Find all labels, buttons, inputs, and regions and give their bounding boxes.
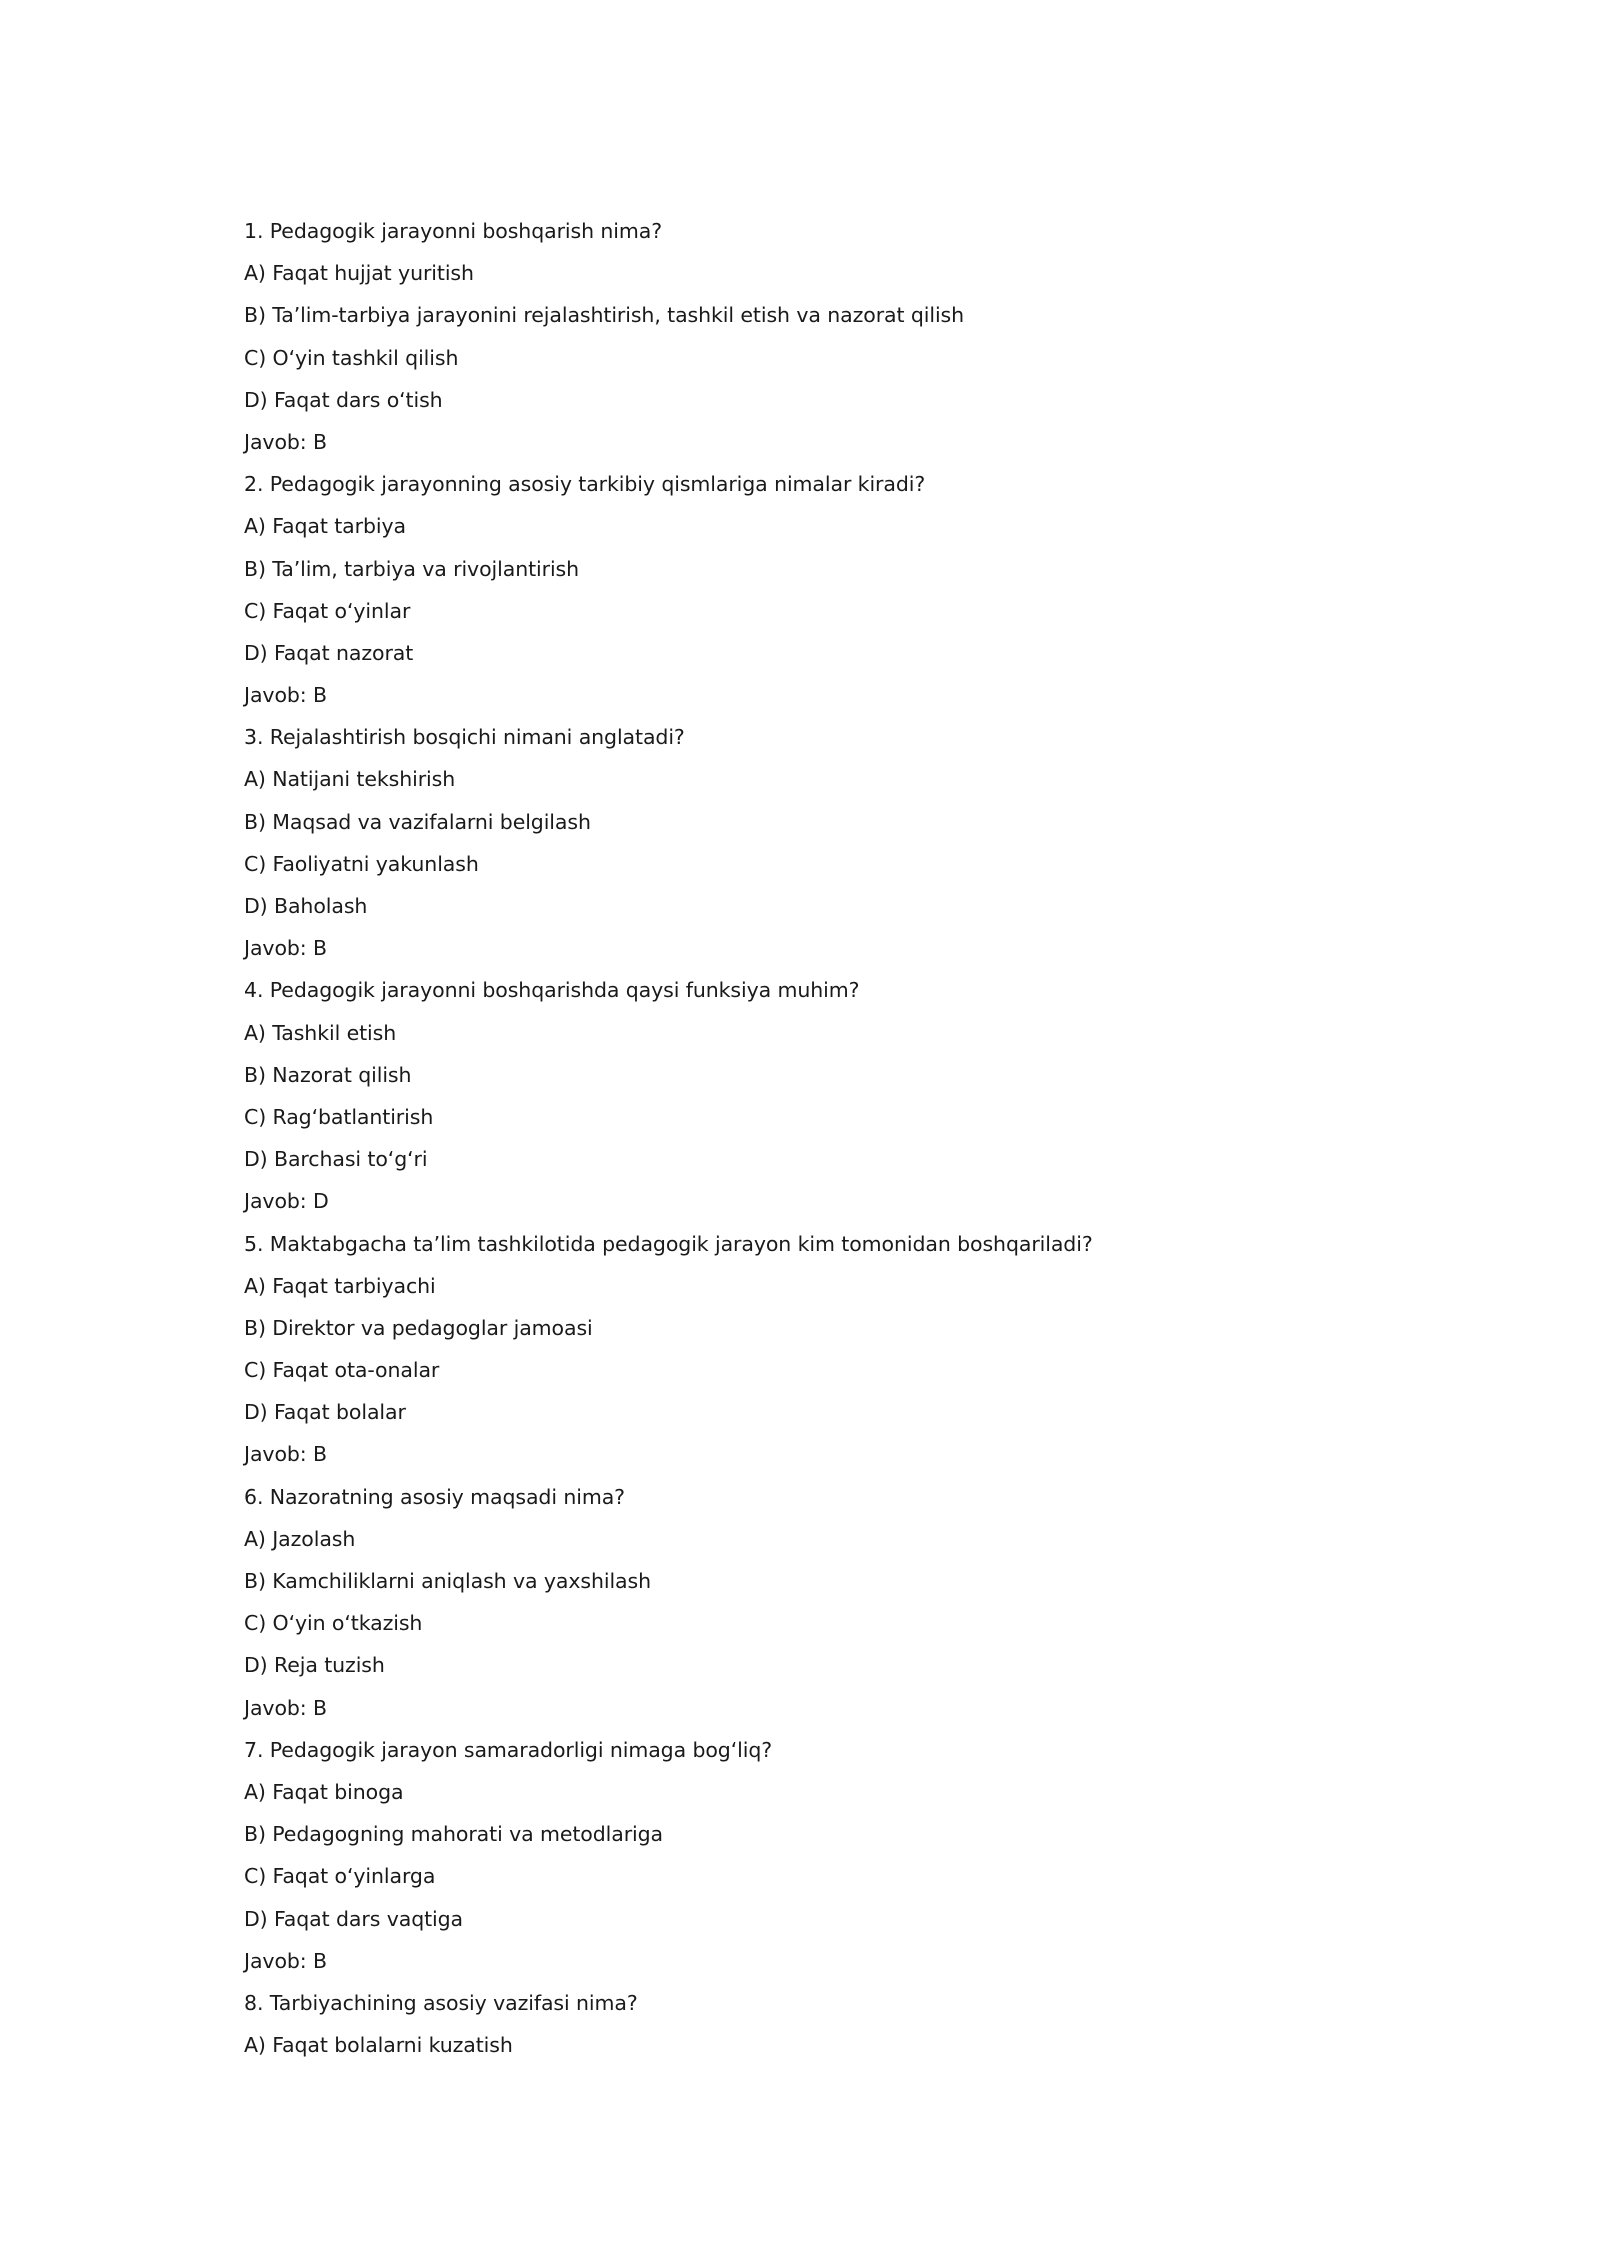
correct-answer: Javob: B	[244, 1948, 327, 1973]
question-text: 4. Pedagogik jarayonni boshqarishda qaysi funksiya muhim?	[244, 978, 860, 1003]
answer-option: D) Baholash	[244, 894, 368, 918]
answer-option: B) Maqsad va vazifalarni belgilash	[244, 809, 591, 834]
document-page	[244, 213, 1354, 2069]
answer-option: B) Pedagogning mahorati va metodlariga	[244, 1822, 664, 1847]
answer-option: A) Faqat tarbiyachi	[244, 1273, 436, 1298]
answer-option: A) Faqat hujjat yuritish	[244, 261, 474, 286]
answer-option: B) Ta’lim-tarbiya jarayonini rejalashtirish, tashkil etish va nazorat qilish	[244, 303, 965, 328]
answer-option: B) Nazorat qilish	[244, 1062, 412, 1087]
answer-option: D) Faqat bolalar	[244, 1400, 406, 1425]
correct-answer: Javob: B	[244, 429, 327, 454]
correct-answer: Javob: B	[244, 1442, 327, 1467]
answer-option: C) Faqat o‘yinlar	[244, 598, 411, 623]
question-text: 1. Pedagogik jarayonni boshqarish nima?	[244, 219, 662, 243]
answer-option: A) Natijani tekshirish	[244, 767, 456, 792]
answer-option: A) Tashkil etish	[244, 1020, 397, 1045]
answer-option: B) Kamchiliklarni aniqlash va yaxshilash	[244, 1569, 651, 1593]
correct-answer: Javob: B	[244, 683, 327, 708]
answer-option: C) O‘yin tashkil qilish	[244, 345, 459, 370]
answer-option: D) Reja tuzish	[244, 1653, 385, 1678]
answer-option: C) Faqat ota-onalar	[244, 1358, 440, 1383]
answer-option: A) Faqat bolalarni kuzatish	[244, 2033, 513, 2058]
answer-option: C) Faoliyatni yakunlash	[244, 851, 479, 876]
answer-option: B) Ta’lim, tarbiya va rivojlantirish	[244, 556, 580, 581]
answer-option: D) Faqat nazorat	[244, 640, 414, 665]
question-text: 6. Nazoratning asosiy maqsadi nima?	[244, 1484, 625, 1509]
question-text: 5. Maktabgacha ta’lim tashkilotida pedagogik jarayon kim tomonidan boshqariladi?	[244, 1231, 1093, 1256]
correct-answer: Javob: D	[244, 1189, 329, 1214]
answer-option: D) Faqat dars o‘tish	[244, 387, 443, 412]
correct-answer: Javob: B	[244, 1695, 327, 1720]
answer-option: C) Faqat o‘yinlarga	[244, 1864, 436, 1889]
answer-option: C) O‘yin o‘tkazish	[244, 1611, 423, 1636]
correct-answer: Javob: B	[244, 936, 327, 961]
answer-option: D) Faqat dars vaqtiga	[244, 1906, 464, 1931]
answer-option: A) Jazolash	[244, 1526, 356, 1551]
answer-option: C) Rag‘batlantirish	[244, 1104, 434, 1129]
answer-option: A) Faqat tarbiya	[244, 514, 406, 539]
question-text: 8. Tarbiyachining asosiy vazifasi nima?	[244, 1990, 638, 2015]
question-text: 7. Pedagogik jarayon samaradorligi nimaga bog‘liq?	[244, 1737, 773, 1762]
answer-option: B) Direktor va pedagoglar jamoasi	[244, 1315, 593, 1340]
question-text: 3. Rejalashtirish bosqichi nimani anglatadi?	[244, 725, 685, 750]
answer-option: A) Faqat binoga	[244, 1779, 404, 1804]
answer-option: D) Barchasi to‘g‘ri	[244, 1147, 428, 1172]
question-text: 2. Pedagogik jarayonning asosiy tarkibiy qismlariga nimalar kiradi?	[244, 472, 926, 497]
